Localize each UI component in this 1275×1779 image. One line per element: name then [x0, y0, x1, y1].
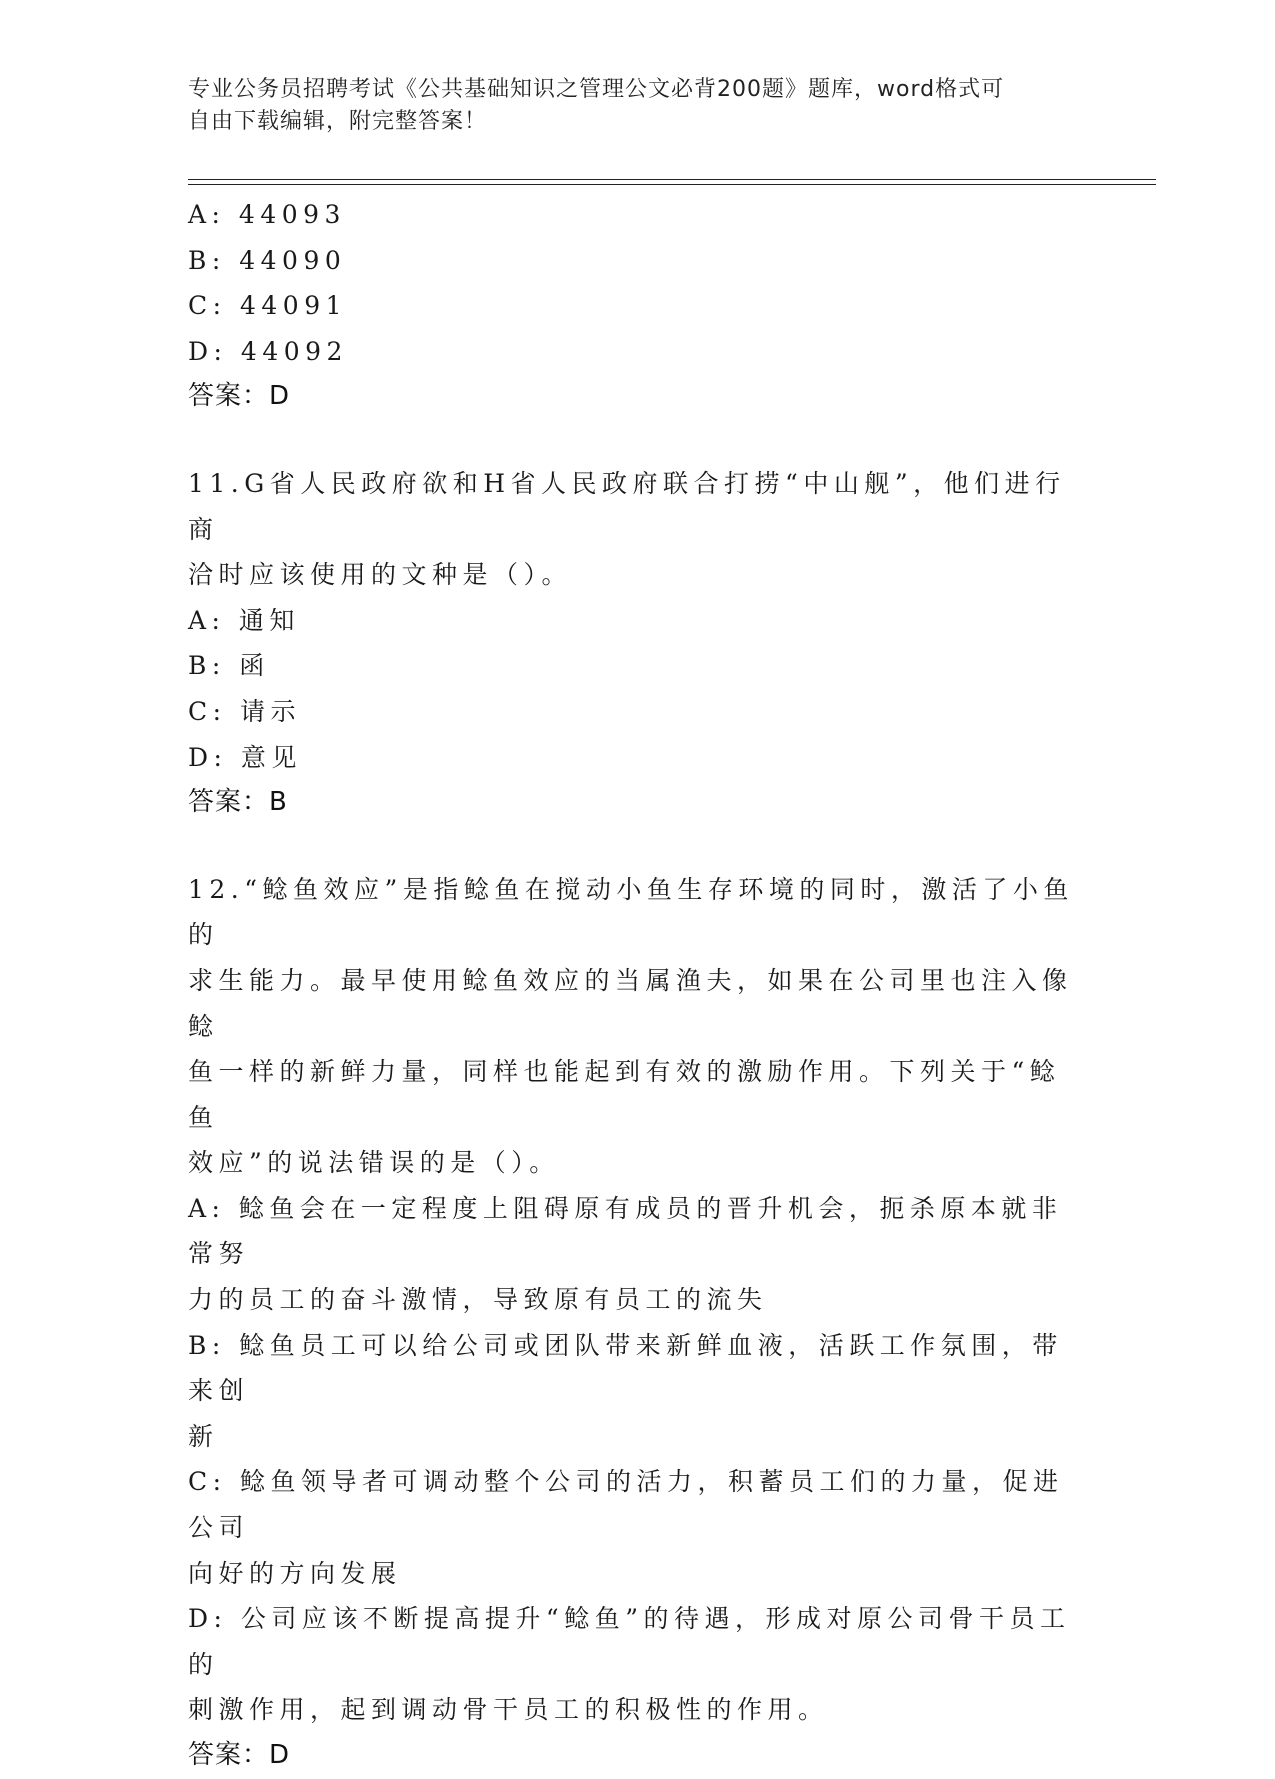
option-d: D: 意见	[188, 742, 302, 772]
option-b: B: 函	[188, 651, 270, 681]
question-text-line: 11.G省人民政府欲和H省人民政府联合打捞“中山舰”，他们进行商	[188, 468, 1066, 544]
header-divider-bottom	[188, 184, 1156, 185]
answer-line: 答案：D	[188, 381, 291, 412]
question-text-line: 12.“鲶鱼效应”是指鲶鱼在搅动小鱼生存环境的同时，激活了小鱼的	[188, 874, 1074, 950]
question-list	[188, 192, 1078, 1779]
option-d: D: 44092	[188, 336, 348, 366]
answer-line: 答案：D	[188, 1740, 291, 1770]
question-12	[188, 867, 1078, 1779]
question-10	[188, 192, 1078, 420]
question-spacer	[188, 826, 1078, 867]
option-b-line: B: 鲶鱼员工可以给公司或团队带来新鲜血液，活跃工作氛围，带来创	[188, 1330, 1063, 1406]
question-text-line: 求生能力。最早使用鲶鱼效应的当属渔夫，如果在公司里也注入像鲶	[188, 965, 1073, 1041]
option-a-line: A: 鲶鱼会在一定程度上阻碍原有成员的晋升机会，扼杀原本就非常努	[188, 1193, 1063, 1269]
document-header	[188, 74, 1068, 138]
option-d-line: 刺激作用，起到调动骨干员工的积极性的作用。	[188, 1695, 829, 1725]
question-spacer	[188, 420, 1078, 461]
option-a-line: 力的员工的奋斗激情，导致原有员工的流失	[188, 1285, 768, 1315]
question-11	[188, 461, 1078, 826]
option-c: C: 请示	[188, 696, 301, 726]
option-b: B: 44090	[188, 245, 347, 275]
answer-line: 答案：B	[188, 787, 288, 818]
option-a: A: 通知	[188, 605, 300, 635]
option-c-line: 向好的方向发展	[188, 1558, 402, 1588]
header-line-2: 自由下载编辑，附完整答案！	[188, 109, 488, 134]
option-d-line: D: 公司应该不断提高提升“鲶鱼”的待遇，形成对原公司骨干员工的	[188, 1604, 1071, 1679]
header-divider-top	[188, 179, 1156, 180]
question-text-line: 洽时应该使用的文种是（）。	[188, 560, 573, 590]
option-b-line: 新	[188, 1421, 219, 1451]
option-c: C: 44091	[188, 291, 348, 321]
question-text-line: 效应”的说法错误的是（）。	[188, 1148, 560, 1178]
option-c-line: C: 鲶鱼领导者可调动整个公司的活力，积蓄员工们的力量，促进公司	[188, 1467, 1064, 1543]
option-a: A: 44093	[188, 200, 346, 229]
question-text-line: 鱼一样的新鲜力量，同样也能起到有效的激励作用。下列关于“鲶鱼	[188, 1057, 1061, 1132]
header-line-1: 专业公务员招聘考试《公共基础知识之管理公文必背200题》题库，word格式可	[188, 77, 1005, 102]
